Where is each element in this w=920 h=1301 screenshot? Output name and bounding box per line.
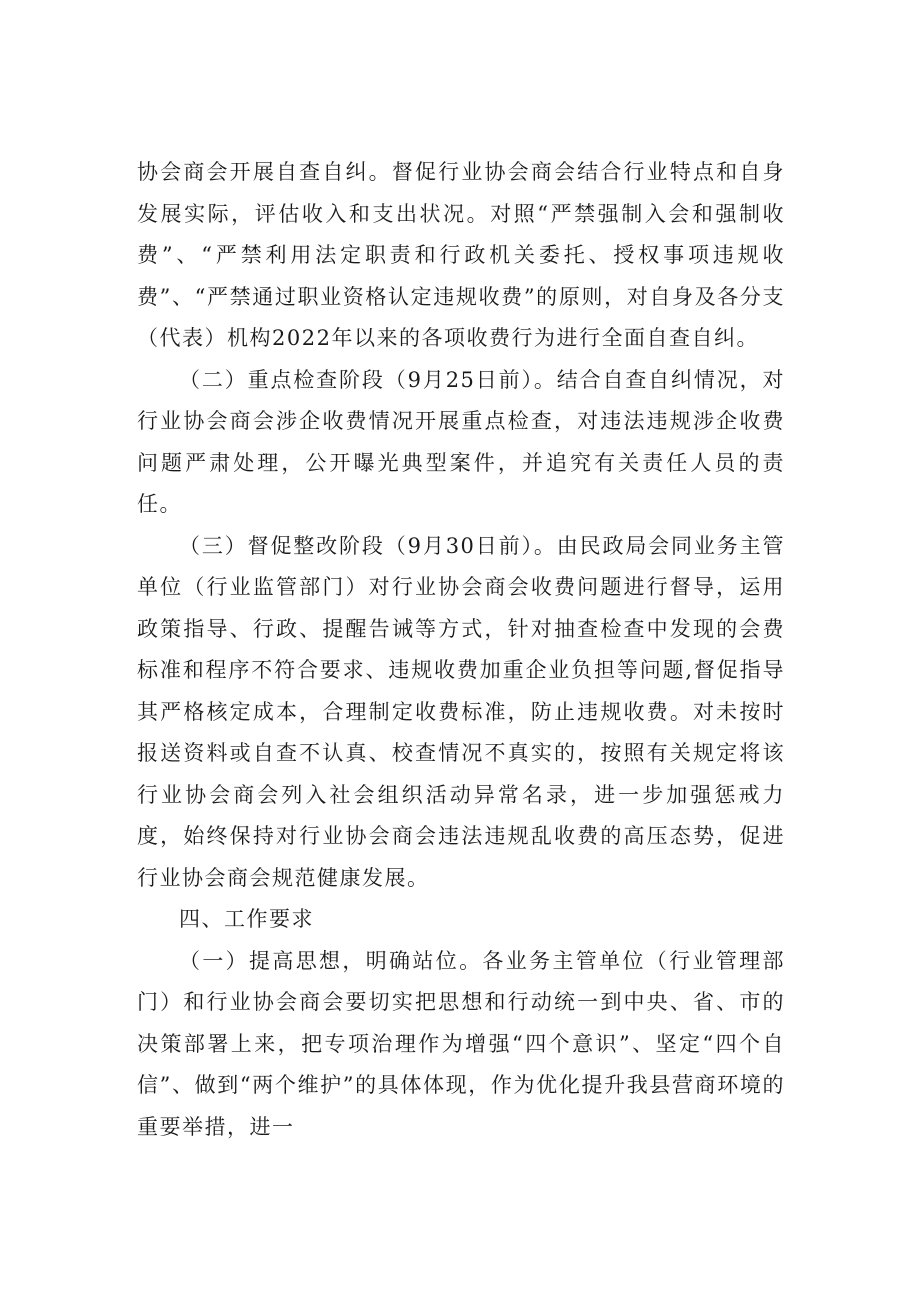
paragraph-raise-awareness: （一）提高思想，明确站位。各业务主管单位（行业管理部门）和行业协会商会要切实把思想和行动统一到中央、省、市的决策部署上来，把专项治理作为增强“四个意识”、坚定“四个自信”、做到“两个维护”的具体体现，作为优化提升我县营商环境的重要举措，进一	[137, 948, 785, 1139]
paragraph-self-inspection: 协会商会开展自查自纠。督促行业协会商会结合行业特点和自身发展实际，评估收入和支出状况。对照“严禁强制入会和强制收费”、“严禁利用法定职责和行政机关委托、授权事项违规收费”、“严禁通过职业资格认定违规收费”的原则，对自身及各分支（代表）机构2022年以来的各项收费行为进行全面自查自纠。	[137, 160, 785, 350]
section-heading-work-requirements: 四、工作要求	[179, 907, 314, 931]
paragraph-rectification-stage: （三）督促整改阶段（9月30日前）。由民政局会同业务主管单位（行业监管部门）对行业协会商会收费问题进行督导，运用政策指导、行政、提醒告诫等方式，针对抽查检查中发现的会费标准和程序不符合要求、违规收费加重企业负担等问题,督促指导其严格核定成本，合理制定收费标准，防止违规收费。对未按时报送资料或自查不认真、校查情况不真实的，按照有关规定将该行业协会商会列入社会组织活动异常名录，进一步加强惩戒力度，始终保持对行业协会商会违法违规乱收费的高压态势，促进行业协会商会规范健康发展。	[137, 533, 785, 890]
paragraph-key-inspection-stage: （二）重点检查阶段（9月25日前）。结合自查自纠情况，对行业协会商会涉企收费情况开展重点检查，对违法违规涉企收费问题严肃处理，公开曝光典型案件，并追究有关责任人员的责任。	[137, 367, 785, 516]
document-body	[137, 152, 785, 1148]
